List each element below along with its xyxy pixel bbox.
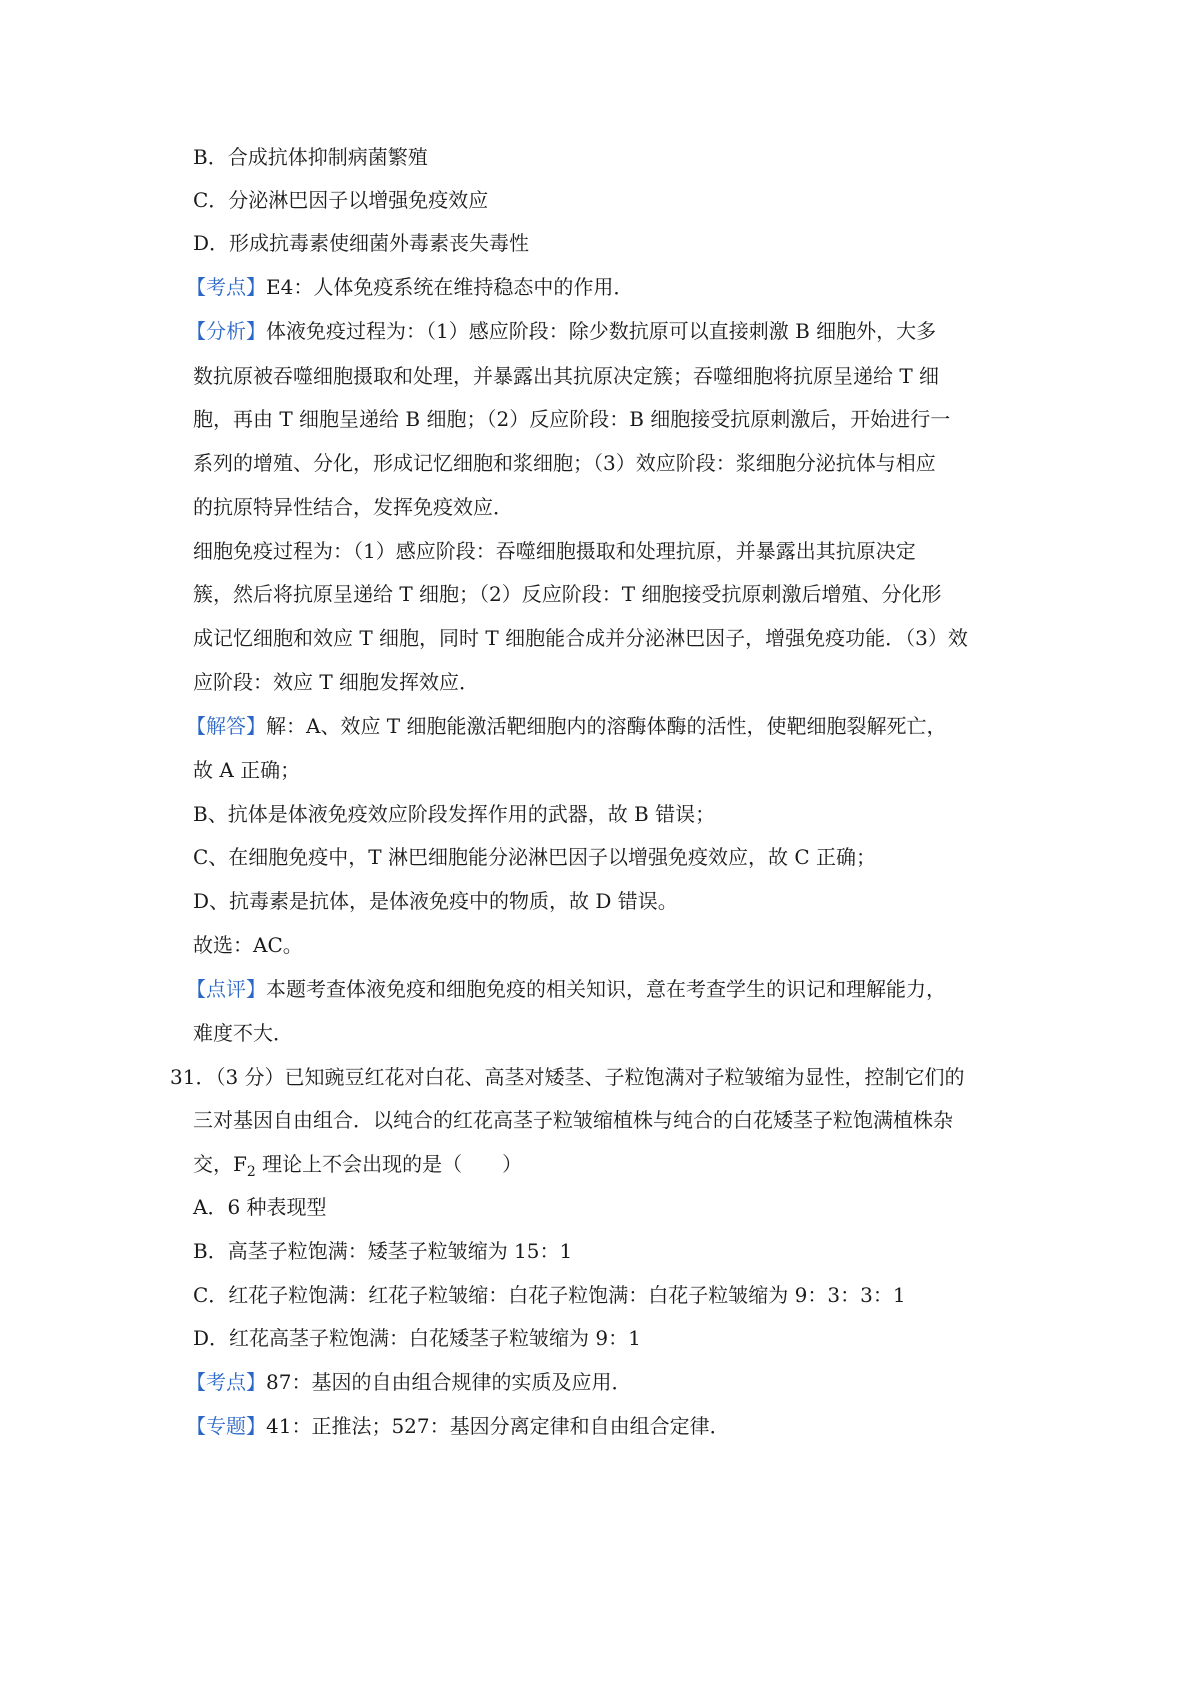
- q31-stem-suffix: 理论上不会出现的是（ ）: [255, 1152, 523, 1176]
- jieda-line-3: B、抗体是体液免疫效应阶段发挥作用的武器，故 B 错误；: [193, 802, 716, 826]
- q31-kaodian-line: [186, 1368, 631, 1396]
- option-d: D．形成抗毒素使细菌外毒素丧失毒性: [193, 231, 530, 255]
- fenxi-line-1: [186, 317, 936, 345]
- fenxi-line-2: 数抗原被吞噬细胞摄取和处理，并暴露出其抗原决定簇；吞噬细胞将抗原呈递给 T 细: [193, 364, 940, 388]
- jieda-line-4: C、在细胞免疫中，T 淋巴细胞能分泌淋巴因子以增强免疫效应，故 C 正确；: [193, 845, 877, 869]
- jieda-line-1: [186, 712, 947, 740]
- dianping-line-1: [186, 975, 946, 1003]
- fenxi-line-7: 簇，然后将抗原呈递给 T 细胞；（2）反应阶段：T 细胞接受抗原刺激后增殖、分化形: [193, 582, 942, 606]
- dianping-text-1: 本题考查体液免疫和细胞免疫的相关知识，意在考查学生的识记和理解能力，: [266, 977, 946, 1001]
- q31-stem-line-2: 三对基因自由组合．以纯合的红花高茎子粒皱缩植株与纯合的白花矮茎子粒饱满植株杂: [193, 1108, 953, 1132]
- q31-stem-subscript: 2: [246, 1164, 256, 1180]
- jieda-line-6: 故选：AC。: [193, 933, 303, 957]
- dianping-tag: 【点评】: [186, 977, 266, 1001]
- option-b: B．合成抗体抑制病菌繁殖: [193, 145, 428, 169]
- fenxi-line-8: 成记忆细胞和效应 T 细胞，同时 T 细胞能合成并分泌淋巴因子，增强免疫功能．（3）效: [193, 626, 968, 650]
- q31-stem-line-1: 31．（3 分）已知豌豆红花对白花、高茎对矮茎、子粒饱满对子粒皱缩为显性，控制它们的: [170, 1065, 965, 1089]
- fenxi-text-1: 体液免疫过程为：（1）感应阶段：除少数抗原可以直接刺激 B 细胞外，大多: [266, 319, 937, 343]
- option-c: C．分泌淋巴因子以增强免疫效应: [193, 188, 489, 212]
- q31-kaodian-text: 87：基因的自由组合规律的实质及应用．: [266, 1370, 632, 1394]
- q31-stem-prefix: 交，F: [193, 1152, 247, 1176]
- q31-stem-line-3: [193, 1150, 522, 1178]
- fenxi-line-5: 的抗原特异性结合，发挥免疫效应．: [193, 495, 513, 519]
- q31-option-a: A．6 种表现型: [193, 1195, 327, 1219]
- q31-option-d: D．红花高茎子粒饱满：白花矮茎子粒皱缩为 9：1: [193, 1326, 641, 1350]
- jieda-tag: 【解答】: [186, 714, 266, 738]
- fenxi-line-4: 系列的增殖、分化，形成记忆细胞和浆细胞；（3）效应阶段：浆细胞分泌抗体与相应: [193, 451, 936, 475]
- jieda-line-5: D、抗毒素是抗体，是体液免疫中的物质，故 D 错误。: [193, 889, 678, 913]
- q31-option-c: C．红花子粒饱满：红花子粒皱缩：白花子粒饱满：白花子粒皱缩为 9：3：3：1: [193, 1283, 906, 1307]
- q31-kaodian-tag: 【考点】: [186, 1370, 266, 1394]
- fenxi-line-6: 细胞免疫过程为：（1）感应阶段：吞噬细胞摄取和处理抗原，并暴露出其抗原决定: [193, 539, 916, 563]
- kaodian-line: [186, 273, 633, 301]
- fenxi-line-9: 应阶段：效应 T 细胞发挥效应．: [193, 670, 480, 694]
- jieda-text-1: 解：A、效应 T 细胞能激活靶细胞内的溶酶体酶的活性，使靶细胞裂解死亡，: [266, 714, 947, 738]
- dianping-line-2: 难度不大．: [193, 1021, 293, 1045]
- fenxi-tag: 【分析】: [186, 319, 266, 343]
- q31-zhuanti-line: [186, 1412, 730, 1440]
- fenxi-line-3: 胞，再由 T 细胞呈递给 B 细胞；（2）反应阶段：B 细胞接受抗原刺激后，开始进行一: [193, 407, 951, 431]
- q31-zhuanti-text: 41：正推法；527：基因分离定律和自由组合定律．: [266, 1414, 730, 1438]
- kaodian-text: E4：人体免疫系统在维持稳态中的作用．: [266, 275, 634, 299]
- jieda-line-2: 故 A 正确；: [193, 758, 301, 782]
- q31-zhuanti-tag: 【专题】: [186, 1414, 266, 1438]
- q31-option-b: B．高茎子粒饱满：矮茎子粒皱缩为 15：1: [193, 1239, 573, 1263]
- kaodian-tag: 【考点】: [186, 275, 266, 299]
